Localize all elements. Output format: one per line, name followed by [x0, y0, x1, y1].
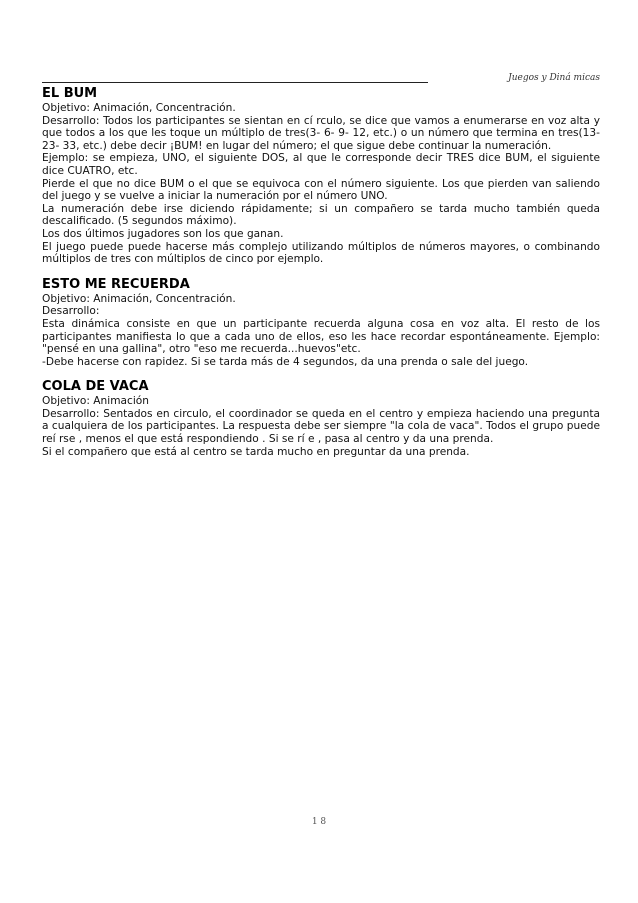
- paragraph: Los dos últimos jugadores son los que ganan.: [42, 227, 284, 240]
- paragraph: El juego puede puede hacerse más complejo utilizando múltiplos de números mayores, o combinando múltiplos de tres con múltiplos de cinco por ejemplo.: [42, 240, 600, 266]
- paragraph: Objetivo: Animación, Concentración.: [42, 292, 236, 305]
- paragraph: -Debe hacerse con rapidez. Si se tarda más de 4 segundos, da una prenda o sale del juego.: [42, 355, 529, 368]
- document-body: [42, 86, 600, 458]
- section-title: ESTO ME RECUERDA: [42, 276, 190, 292]
- paragraph: Objetivo: Animación: [42, 395, 149, 408]
- section-esto-me-recuerda: [42, 277, 600, 369]
- section-title: EL BUM: [42, 86, 98, 101]
- section-el-bum: [42, 86, 600, 266]
- section-cola-de-vaca: [42, 379, 600, 458]
- header-rule: [42, 82, 428, 83]
- paragraph: Ejemplo: se empieza, UNO, el siguiente DOS, al que le corresponde decir TRES dice BUM, el siguiente dice CUATRO, etc.: [42, 152, 600, 177]
- paragraph: Pierde el que no dice BUM o el que se equivoca con el número siguiente. Los que pierden van saliendo del juego y se vuelve a iniciar la numeración por el número UNO.: [42, 177, 600, 203]
- section-title: COLA DE VACA: [42, 379, 149, 395]
- paragraph: La numeración debe irse diciendo rápidamente; si un compañero se tarda mucho también queda descalificado. (5 segundos máximo).: [42, 202, 600, 228]
- paragraph: Desarrollo: Todos los participantes se sientan en cí rculo, se dice que vamos a enumerarse en voz alta y que todos a los que les toque un múltiplo de tres(3- 6- 9- 12, etc.) o un número que termina en tres(13- 23- 33, etc.) debe decir ¡BUM! en lugar del número; el que sigue debe continuar la numeración.: [42, 114, 600, 152]
- paragraph: Desarrollo: Sentados en circulo, el coordinador se queda en el centro y empieza haciendo una pregunta a cualquiera de los participantes. La respuesta debe ser siempre "la cola de vaca". Todos el grupo puede reí rse , menos el que está respondiendo . Si se rí e , pasa al centro y da una prenda.: [42, 407, 600, 446]
- paragraph: Objetivo: Animación, Concentración.: [42, 102, 236, 114]
- running-title: Juegos y Diná micas: [508, 73, 600, 83]
- paragraph: Si el compañero que está al centro se tarda mucho en preguntar da una prenda.: [42, 445, 470, 458]
- page-number: 1 8: [311, 817, 327, 827]
- paragraph: Esta dinámica consiste en que un participante recuerda alguna cosa en voz alta. El resto de los participantes manifiesta lo que a cada uno de ellos, eso les hace recordar espontáneamente. Ejemplo: "pensé en una gallina", otro "eso me recuerda...huevos"etc.: [42, 317, 600, 356]
- paragraph: Desarrollo:: [42, 305, 100, 318]
